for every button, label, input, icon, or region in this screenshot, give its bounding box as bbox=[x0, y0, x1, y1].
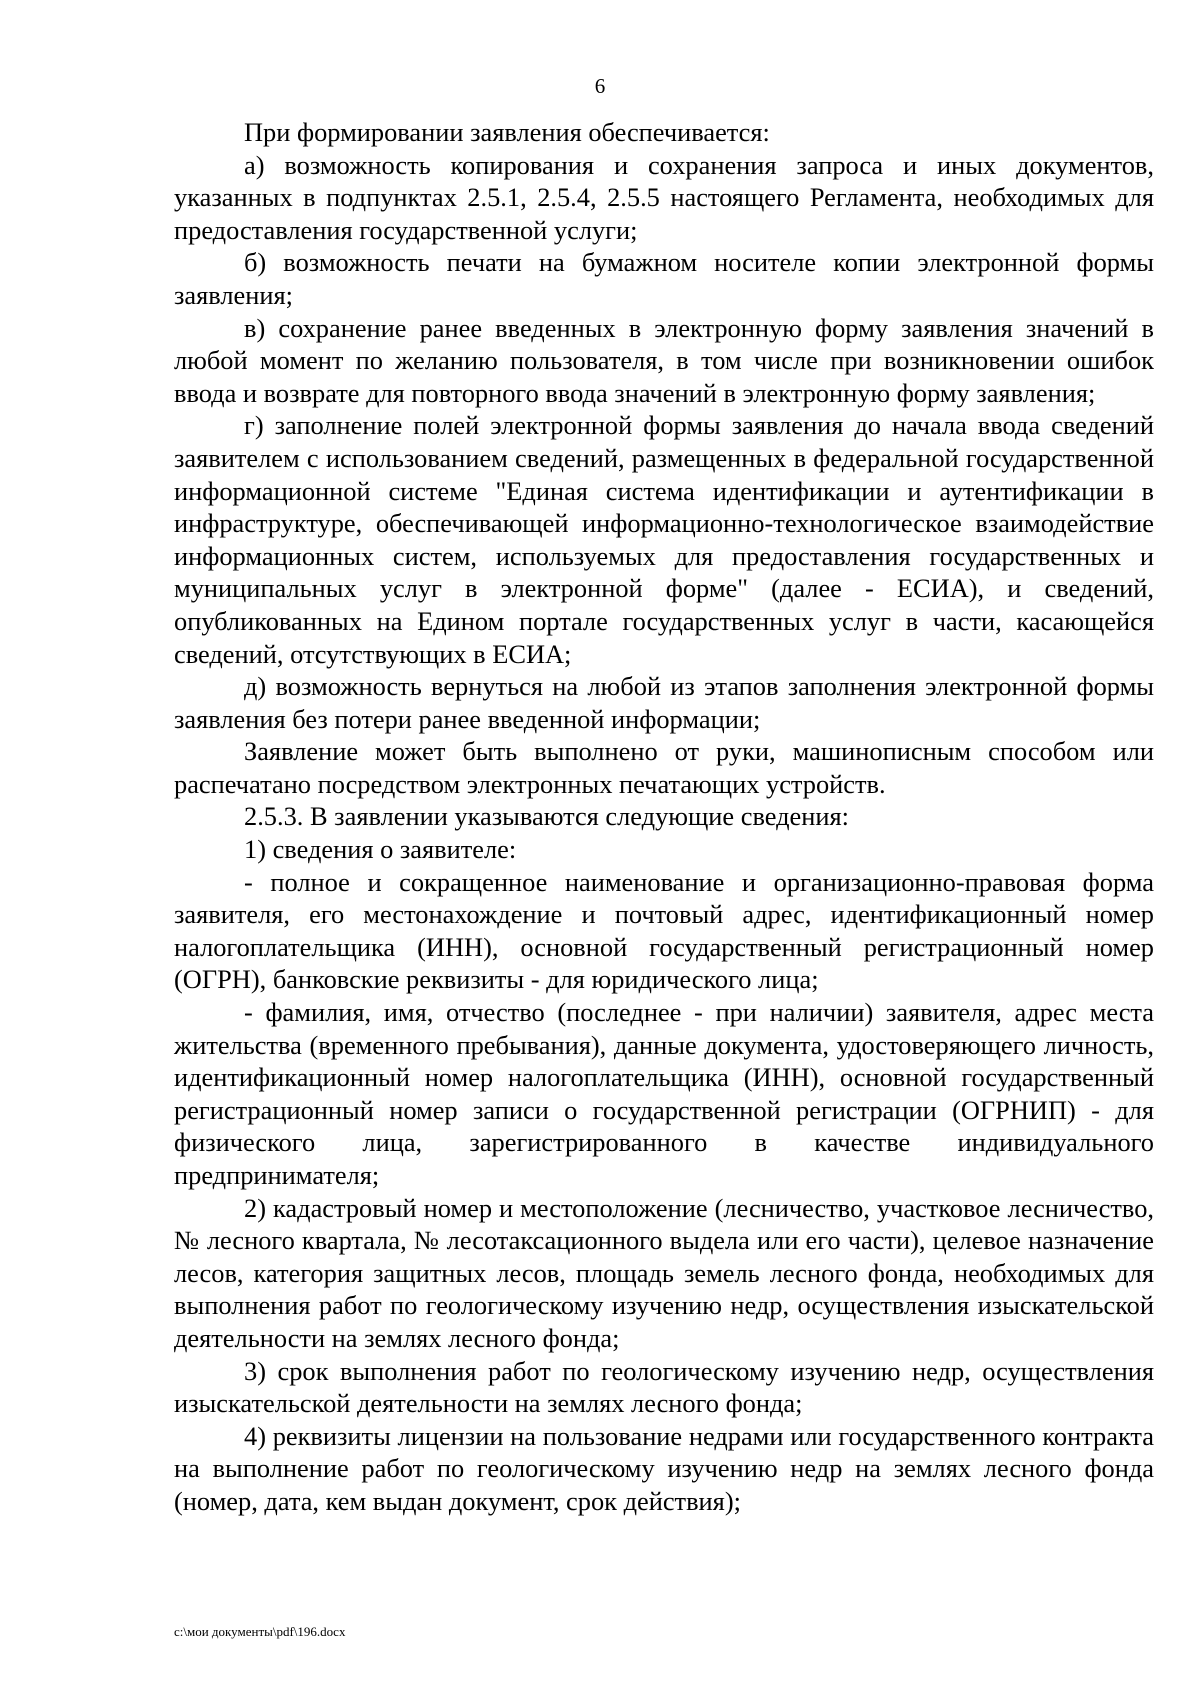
paragraph-item-4: 4) реквизиты лицензии на пользование недрами или государственного контракта на выполнение работ по геологическому изучению недр на землях лесного фонда (номер, дата, кем выдан документ, срок действия); bbox=[174, 1420, 1154, 1516]
paragraph-legal-entity: - полное и сокращенное наименование и организационно-правовая форма заявителя, его местонахождение и почтовый адрес, идентификационный номер налогоплательщика (ИНН), основной государственный регистрационный номер (ОГРН), банковские реквизиты - для юридического лица; bbox=[174, 866, 1154, 995]
paragraph-item-1: 1) сведения о заявителе: bbox=[244, 834, 517, 865]
footer-file-path: c:\мои документы\pdf\196.docx bbox=[174, 1624, 346, 1639]
paragraph-v: в) сохранение ранее введенных в электронную форму заявления значений в любой момент по желанию пользователя, в том числе при возникновении ошибок ввода и возврате для повторного ввода значений в электронную форму заявления; bbox=[174, 312, 1154, 408]
paragraph-d: д) возможность вернуться на любой из этапов заполнения электронной формы заявления без потери ранее введенной информации; bbox=[174, 671, 1154, 734]
paragraph-statement-form: Заявление может быть выполнено от руки, машинописным способом или распечатано посредством электронных печатающих устройств. bbox=[174, 736, 1154, 799]
paragraph-intro: При формировании заявления обеспечивается: bbox=[244, 117, 770, 147]
paragraph-2-5-3: 2.5.3. В заявлении указываются следующие сведения: bbox=[244, 801, 849, 832]
paragraph-g: г) заполнение полей электронной формы заявления до начала ввода сведений заявителем с использованием сведений, размещенных в федеральной государственной информационной системе "Единая система идентификации и аутентификации в инфраструктуре, обеспечивающей информационно-технологическое взаимодействие информационных систем, используемых для предоставления государственных и муниципальных услуг в электронной форме" (далее - ЕСИА), и сведений, опубликованных на Едином портале государственных услуг в части, касающейся сведений, отсутствующих в ЕСИА; bbox=[174, 410, 1154, 669]
page-number: 6 bbox=[594, 74, 606, 98]
paragraph-individual: - фамилия, имя, отчество (последнее - при наличии) заявителя, адрес места жительства (временного пребывания), данные документа, удостоверяющего личность, идентификационный номер налогоплательщика (ИНН), основной государственный регистрационный номер записи о государственной регистрации (ОГРНИП) - для физического лица, зарегистрированного в качестве индивидуального предпринимателя; bbox=[174, 997, 1154, 1190]
paragraph-a: а) возможность копирования и сохранения запроса и иных документов, указанных в подпунктах 2.5.1, 2.5.4, 2.5.5 настоящего Регламента, необходимых для предоставления государственной услуги; bbox=[174, 149, 1154, 245]
paragraph-item-3: 3) срок выполнения работ по геологическому изучению недр, осуществления изыскательской деятельности на землях лесного фонда; bbox=[174, 1355, 1154, 1419]
paragraph-item-2: 2) кадастровый номер и местоположение (лесничество, участковое лесничество, № лесного квартала, № лесотаксационного выдела или его части), целевое назначение лесов, категория защитных лесов, площадь земель лесного фонда, необходимых для выполнения работ по геологическому изучению недр, осуществления изыскательской деятельности на землях лесного фонда; bbox=[174, 1192, 1154, 1353]
paragraph-b: б) возможность печати на бумажном носителе копии электронной формы заявления; bbox=[174, 247, 1154, 310]
document-body bbox=[174, 116, 1154, 1518]
